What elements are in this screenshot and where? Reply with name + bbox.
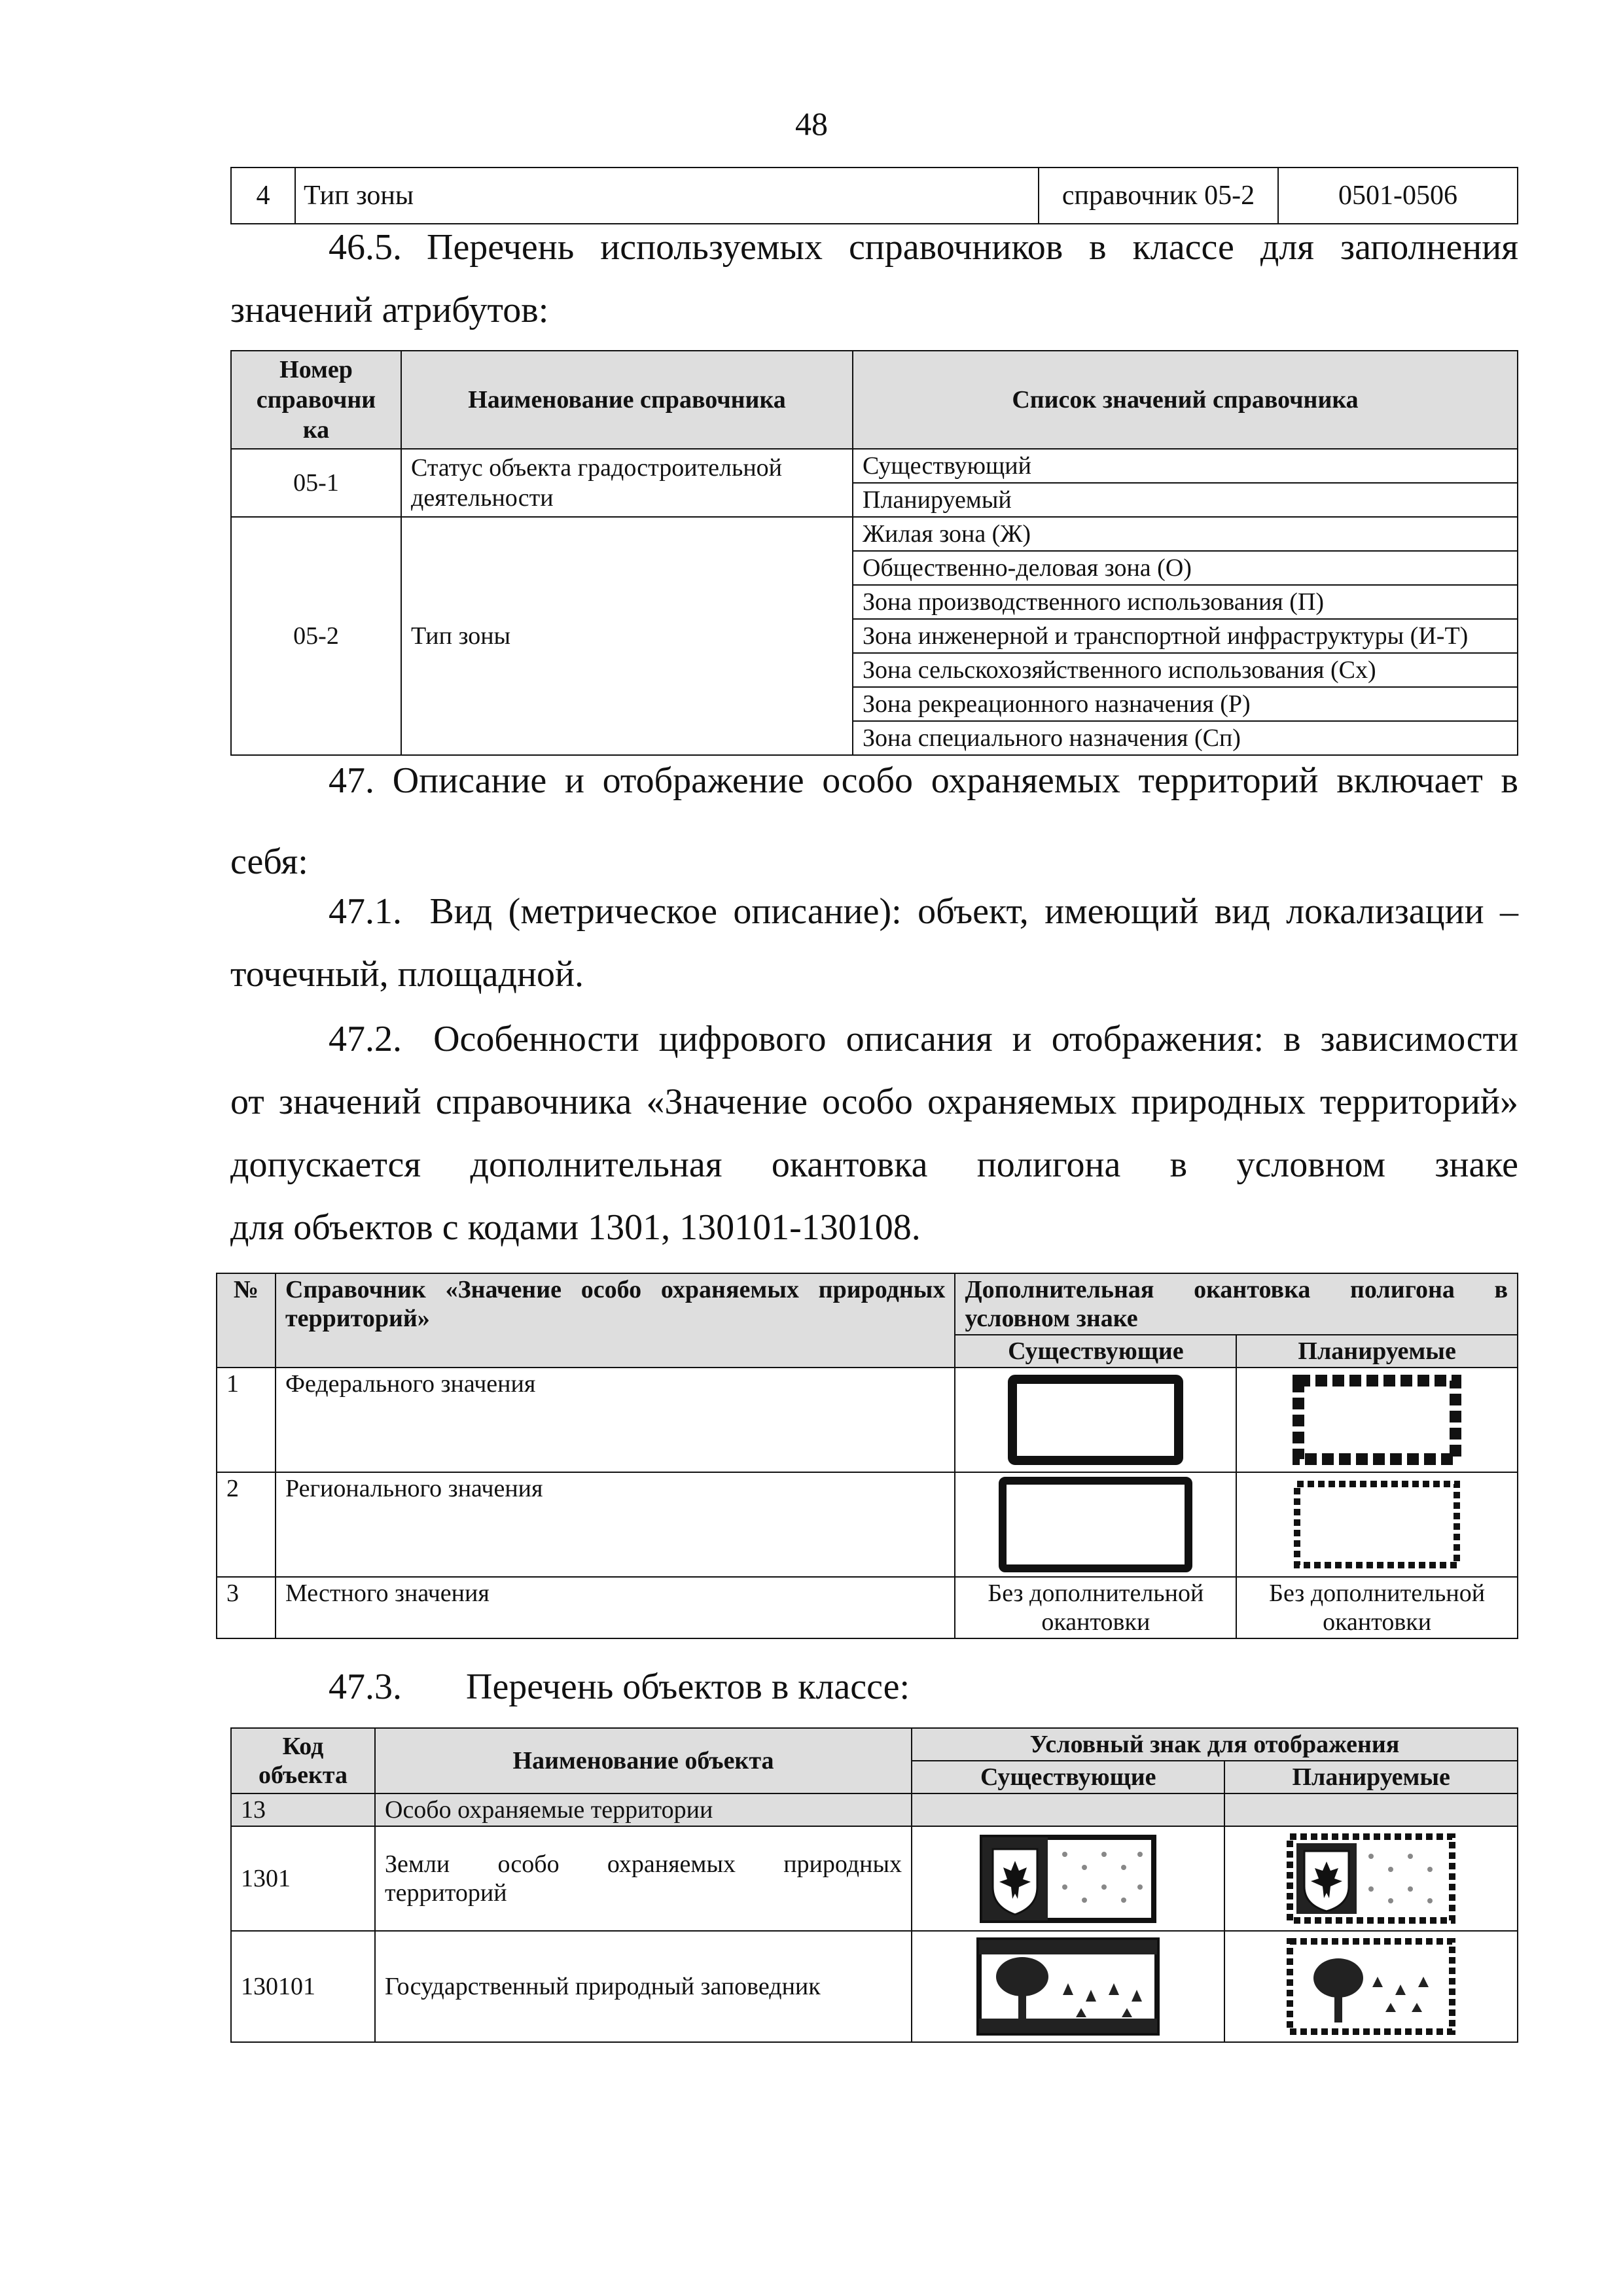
para-num: 47.2.: [329, 1019, 402, 1059]
para-num: 47.3.: [329, 1667, 402, 1707]
protected-area-planned-symbol-icon: [1286, 1833, 1456, 1924]
table-header-row: Номер справочни ка Наименование справочника Список значений справочника: [231, 351, 1518, 449]
table-row: 3 Местного значения Без дополнительной окантовки Без дополнительной окантовки: [217, 1577, 1518, 1638]
table-header-row: Существующие Планируемые: [217, 1335, 1518, 1368]
table-row: 1 Федерального значения: [217, 1368, 1518, 1472]
table-header-row: Код объекта Наименование объекта Условный знак для отображения: [231, 1728, 1518, 1761]
para-num: 47.1.: [329, 891, 402, 932]
object-table: [230, 1727, 1518, 2043]
row-num: 4: [231, 168, 295, 224]
table-row: Зона инженерной и транспортной инфраструктуры (И-Т): [231, 619, 1518, 653]
row-name: Тип зоны: [295, 168, 1039, 224]
table-row: 05-1 Статус объекта градостроительной деятельности Существующий: [231, 449, 1518, 483]
table-row: 05-2 Тип зоны Жилая зона (Ж): [231, 517, 1518, 551]
nature-reserve-existing-symbol-icon: [976, 1937, 1160, 2036]
table-row: Зона производственного использования (П): [231, 585, 1518, 619]
paragraph-46-5: 46.5. Перечень используемых справочников в классе для заполнения значений атрибутов:: [230, 227, 1518, 330]
table-row: Зона рекреационного назначения (Р): [231, 687, 1518, 721]
reference-table: [230, 350, 1518, 756]
table-row: 13 Особо охраняемые территории: [231, 1793, 1518, 1826]
table-row: 130101 Государственный природный заповедник: [231, 1931, 1518, 2042]
row-codes: 0501-0506: [1278, 168, 1518, 224]
protected-area-existing-symbol-icon: [980, 1835, 1156, 1923]
regional-existing-border-icon: [997, 1475, 1194, 1574]
table-row: 2 Регионального значения: [217, 1472, 1518, 1577]
table-header-row: № Справочник «Значение особо охраняемых природных территорий» Дополнительная окантовка полигона в условном знаке: [217, 1273, 1518, 1335]
paragraph-47: 47. Описание и отображение особо охраняемых территорий включает в себя:: [230, 760, 1518, 882]
paragraph-47-1: 47.1. Вид (метрическое описание): объект, имеющий вид локализации – точечный, площадной.: [230, 880, 1518, 1006]
table-row: Планируемый: [231, 483, 1518, 517]
nature-reserve-planned-symbol-icon: [1286, 1937, 1456, 2036]
table-row: Зона специального назначения (Сп): [231, 721, 1518, 755]
page-number: 48: [795, 105, 828, 142]
federal-planned-border-icon: [1292, 1374, 1462, 1466]
table-row: Общественно-деловая зона (О): [231, 551, 1518, 585]
row-ref: справочник 05-2: [1039, 168, 1278, 224]
regional-planned-border-icon: [1292, 1479, 1462, 1570]
federal-existing-border-icon: [1007, 1374, 1184, 1466]
table-row: Зона сельскохозяйственного использования (Сх): [231, 653, 1518, 687]
paragraph-47-3: 47.3. Перечень объектов в классе:: [230, 1655, 1518, 1718]
paragraph-47-2: 47.2. Особенности цифрового описания и отображения: в зависимости от значений справочника «Значение особо охраняемых природных территорий» допускается дополнительная окантовка полигона в условном знаке для объектов с кодами 1301, 130101-130108.: [230, 1008, 1518, 1259]
edge-table: [216, 1273, 1518, 1639]
table-row: 1301 Земли особо охраняемых природных территорий: [231, 1826, 1518, 1931]
table-header-row: Существующие Планируемые: [231, 1761, 1518, 1793]
